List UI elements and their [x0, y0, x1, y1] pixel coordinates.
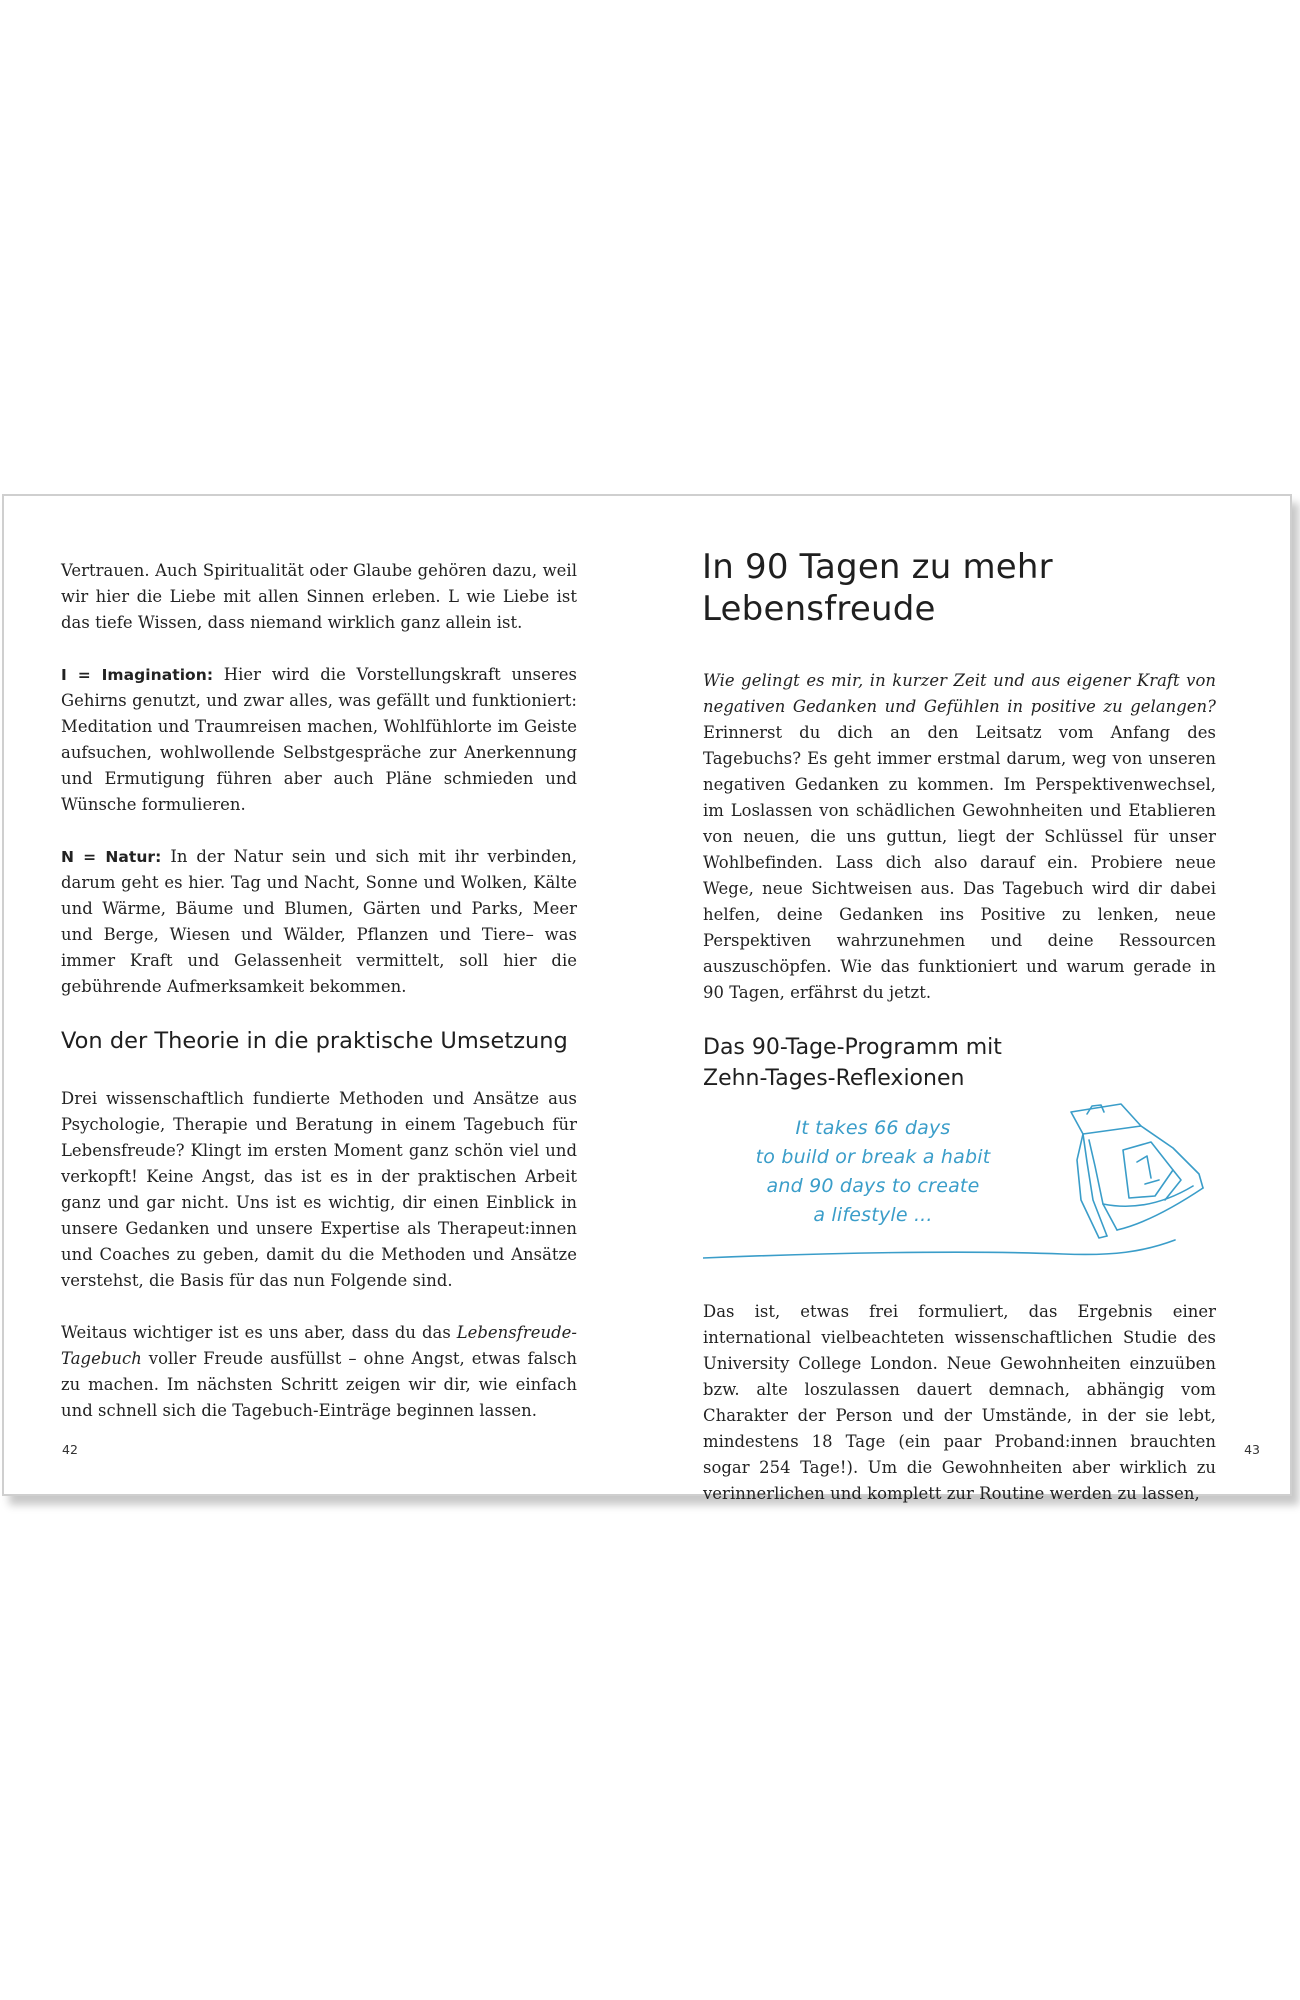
quote-line-2: to build or break a habit	[755, 1146, 991, 1168]
left-column	[61, 558, 577, 1450]
tagebuch-text-a: Weitaus wichtiger ist es uns aber, dass du das	[61, 1323, 457, 1342]
subheading-line-2: Zehn-Tages-Reflexionen	[703, 1066, 965, 1091]
paragraph-imagination	[61, 662, 577, 818]
intro-question: Wie gelingt es mir, in kurzer Zeit und aus eigener Kraft von negativen Gedanken und Gefühlen in positive zu gelangen?	[703, 671, 1216, 716]
paragraph-methoden: Drei wissenschaftlich fundierte Methoden und Ansätze aus Psychologie, Therapie und Beratung in einem Tagebuch für Lebensfreude? Klingt im ersten Moment ganz schön viel und verkopft! Keine Angst, das ist es in der praktischen Arbeit ganz und gar nicht. Uns ist es wichtig, dir einen Einblick in unsere Gedanken und unsere Expertise als Therapeut:innen und Coaches zu geben, damit du die Methoden und Ansätze verstehst, die Basis für das nun Folgende sind.	[61, 1089, 577, 1290]
paragraph-intro	[703, 668, 1216, 1006]
natur-label: N = Natur:	[61, 848, 162, 866]
subheading-line-1: Das 90-Tage-Programm mit	[703, 1035, 1002, 1060]
quote-line-3: and 90 days to create	[766, 1175, 980, 1197]
left-page	[4, 496, 647, 1494]
habit-quote-illustration	[703, 1100, 1216, 1277]
paragraph-natur	[61, 844, 577, 1000]
section-heading-umsetzung: Von der Theorie in die praktische Umsetzung	[61, 1028, 568, 1054]
subheading-programm	[703, 1032, 1216, 1094]
imagination-text: Hier wird die Vorstellungskraft unseres Gehirns genutzt, und zwar alles, was gefällt und funktioniert: Meditation und Traumreisen machen, Wohlfühlorte im Geiste aufsuchen, wohlwollende Selbstgespräche zur Anerkennung und Ermutigung führen aber auch Pläne schmieden und Wünsche formulieren.	[61, 665, 577, 814]
imagination-label: I = Imagination:	[61, 666, 214, 684]
chapter-title: In 90 Tagen zu mehr Lebensfreude	[702, 547, 1053, 629]
quote-line-1: It takes 66 days	[795, 1117, 951, 1139]
paragraph-tagebuch	[61, 1320, 577, 1424]
quote-line-4: a lifestyle ...	[813, 1204, 933, 1226]
page-number-right: 43	[1244, 1442, 1260, 1457]
paragraph-vertrauen: Vertrauen. Auch Spiritualität oder Glaube gehören dazu, weil wir hier die Liebe mit allen Sinnen erleben. L wie Liebe ist das tiefe Wissen, dass niemand wirklich ganz allein ist.	[61, 561, 577, 632]
right-column	[702, 547, 1216, 1533]
page-number-left: 42	[62, 1442, 78, 1457]
right-page	[647, 496, 1290, 1503]
natur-text: In der Natur sein und sich mit ihr verbinden, darum geht es hier. Tag und Nacht, Sonne und Wolken, Kälte und Wärme, Bäume und Blumen, Gärten und Parks, Meer und Berge, Wiesen und Wälder, Pflanzen und Tiere– was immer Kraft und Gelassenheit vermittelt, soll hier die gebührende Aufmerksamkeit bekommen.	[61, 847, 577, 996]
book-spread	[2, 494, 1292, 1503]
tagebuch-title: Lebensfreude-Tagebuch	[61, 1323, 577, 1368]
paragraph-studie: Das ist, etwas frei formuliert, das Ergebnis einer international vielbeachteten wissenschaftlichen Studie des University College London. Neue Gewohnheiten einzuüben bzw. alte loszulassen dauert demnach, abhängig vom Charakter der Person und der Umstände, in der sie lebt, mindestens 18 Tage (ein paar Proband:innen brauchten sogar 254 Tage!). Um die Gewohnheiten aber wirklich zu verinnerlichen und komplett zur Routine werden zu lassen,	[703, 1302, 1216, 1503]
habit-quote	[753, 1114, 993, 1230]
intro-text: Erinnerst du dich an den Leitsatz vom Anfang des Tagebuchs? Es geht immer erstmal darum, weg von unseren negativen Gedanken zu kommen. Im Perspektivenwechsel, im Loslassen von schädlichen Gewohnheiten und Etablieren von neuen, die uns guttun, liegt der Schlüssel für unser Wohlbefinden. Lass dich also darauf ein. Probiere neue Wege, neue Sichtweisen aus. Das Tagebuch wird dir dabei helfen, deine Gedanken ins Positive zu lenken, neue Perspektiven wahrzunehmen und deine Ressourcen auszuschöpfen. Wie das funktioniert und warum gerade in 90 Tagen, erfährst du jetzt.	[703, 723, 1216, 1002]
tagebuch-text-b: voller Freude ausfüllst – ohne Angst, etwas falsch zu machen. Im nächsten Schritt zeigen wir dir, wie einfach und schnell sich die Tagebuch-Einträge beginnen lassen.	[61, 1349, 577, 1420]
